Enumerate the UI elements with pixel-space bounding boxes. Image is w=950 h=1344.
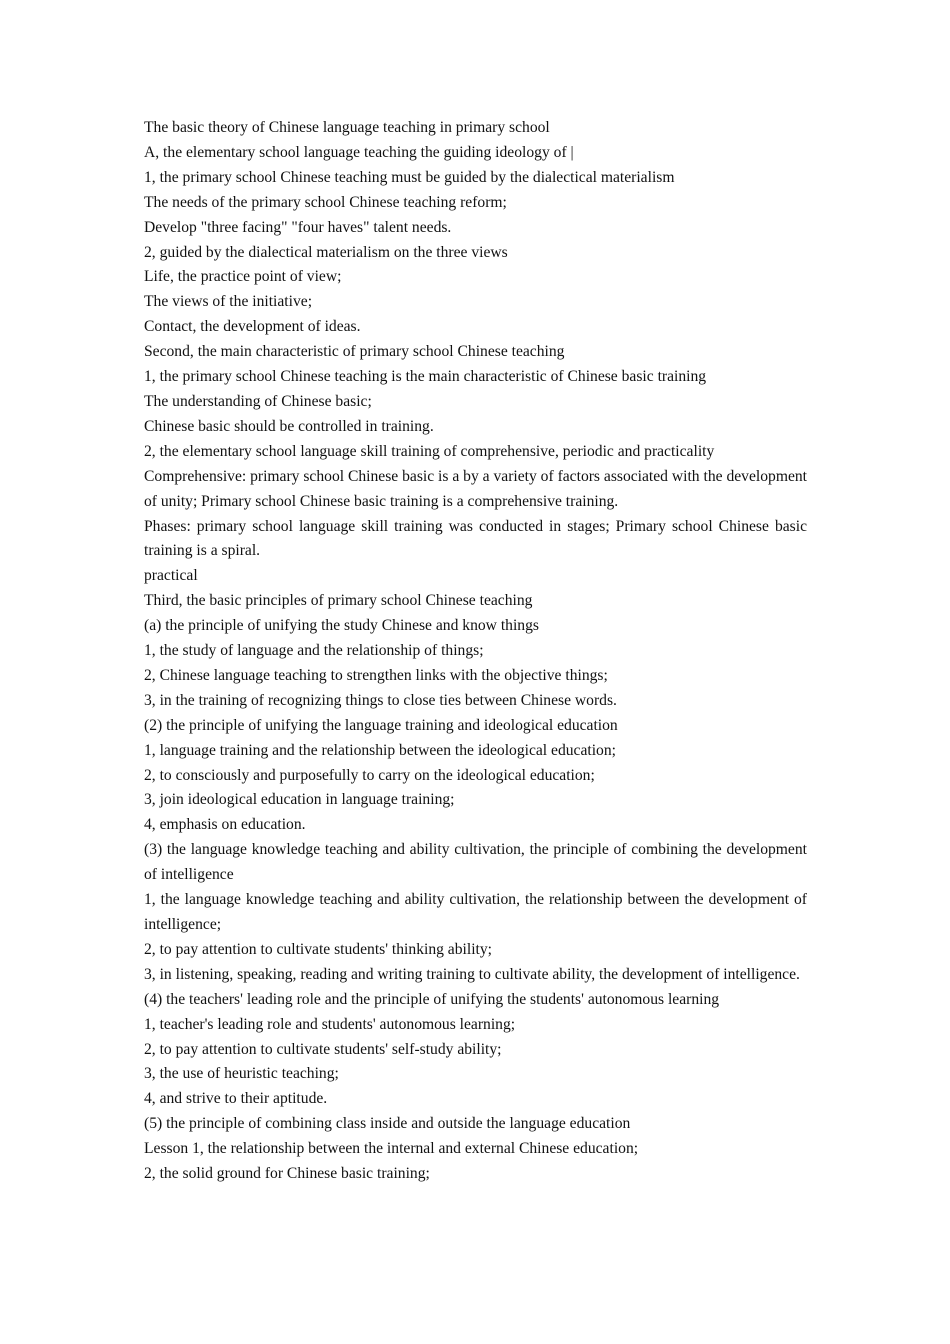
text-line: 2, to pay attention to cultivate students' thinking ability; (144, 940, 492, 958)
text-line: Chinese basic should be controlled in training. (144, 417, 434, 435)
text-line: The needs of the primary school Chinese teaching reform; (144, 193, 507, 211)
text-line: 2, the solid ground for Chinese basic training; (144, 1165, 430, 1183)
subsection-heading: (4) the teachers' leading role and the principle of unifying the students' autonomous learning (144, 990, 720, 1008)
text-line: The views of the initiative; (144, 293, 313, 311)
text-paragraph: 3, in listening, speaking, reading and writing training to cultivate ability, the development of intelligence. (144, 965, 800, 983)
text-paragraph: Comprehensive: primary school Chinese basic is a by a variety of factors associated with the development of unity; Primary school Chinese basic training is a comprehensive training. (144, 467, 807, 510)
text-line: Lesson 1, the relationship between the internal and external Chinese education; (144, 1140, 639, 1158)
text-line: Life, the practice point of view; (144, 268, 342, 286)
text-line: Develop "three facing" "four haves" talent needs. (144, 218, 452, 236)
text-line: 3, join ideological education in language training; (144, 791, 455, 809)
text-line: 1, the primary school Chinese teaching is the main characteristic of Chinese basic training (144, 368, 707, 386)
document-title: The basic theory of Chinese language teaching in primary school (144, 119, 550, 136)
text-line: 2, to pay attention to cultivate students' self-study ability; (144, 1040, 502, 1058)
section-heading: Second, the main characteristic of primary school Chinese teaching (144, 343, 565, 361)
text-line: Contact, the development of ideas. (144, 318, 361, 336)
subsection-heading: (a) the principle of unifying the study Chinese and know things (144, 617, 539, 635)
document-page (144, 116, 807, 1187)
text-line: practical (144, 567, 198, 585)
text-line: 4, and strive to their aptitude. (144, 1090, 328, 1108)
subsection-heading: (2) the principle of unifying the language training and ideological education (144, 716, 618, 734)
text-line: 2, to consciously and purposefully to carry on the ideological education; (144, 766, 595, 784)
text-line: 1, the primary school Chinese teaching must be guided by the dialectical materialism (144, 168, 675, 186)
text-line: 3, in the training of recognizing things to close ties between Chinese words. (144, 691, 617, 709)
section-heading: Third, the basic principles of primary school Chinese teaching (144, 592, 533, 610)
text-line: 2, guided by the dialectical materialism on the three views (144, 243, 508, 261)
text-line: 4, emphasis on education. (144, 816, 306, 834)
text-line: 2, the elementary school language skill training of comprehensive, periodic and practicality (144, 442, 715, 460)
text-line: 2, Chinese language teaching to strengthen links with the objective things; (144, 666, 608, 684)
section-heading: A, the elementary school language teaching the guiding ideology of | (144, 143, 574, 161)
text-paragraph: Phases: primary school language skill training was conducted in stages; Primary school Chinese basic training is a spiral. (144, 517, 807, 560)
text-line: The understanding of Chinese basic; (144, 392, 372, 410)
subsection-heading: (5) the principle of combining class inside and outside the language education (144, 1115, 631, 1133)
text-line: 3, the use of heuristic teaching; (144, 1065, 339, 1083)
text-line: 1, the study of language and the relationship of things; (144, 642, 484, 660)
subsection-heading: (3) the language knowledge teaching and ability cultivation, the principle of combining the development of intelligence (144, 841, 807, 884)
text-line: 1, teacher's leading role and students' autonomous learning; (144, 1015, 516, 1033)
text-line: 1, language training and the relationship between the ideological education; (144, 741, 616, 759)
text-paragraph: 1, the language knowledge teaching and ability cultivation, the relationship between the development of intelligence; (144, 891, 807, 933)
